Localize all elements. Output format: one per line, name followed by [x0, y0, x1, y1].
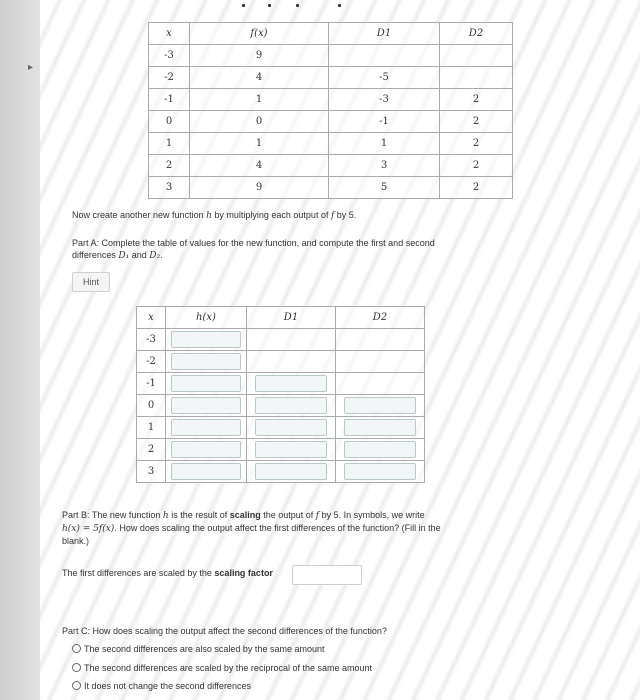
table-row: [137, 439, 425, 461]
table-row: [149, 177, 513, 199]
part-a-and: and: [129, 250, 150, 260]
part-b-mid: is the result of: [168, 510, 230, 520]
table2-header-d1: D1: [247, 307, 336, 329]
given-values-table: [148, 22, 513, 199]
d2-input[interactable]: [344, 397, 416, 414]
table1-header-x: x: [149, 23, 190, 45]
part-a-line2: [72, 249, 435, 262]
table1-header-d2: D2: [440, 23, 513, 45]
table-row: [137, 329, 425, 351]
table1-x: -3: [149, 45, 190, 67]
d2-cell: [336, 373, 425, 395]
table1-d2: 2: [440, 177, 513, 199]
intro-h: h: [206, 211, 212, 221]
expand-arrow-icon: ▸: [28, 62, 34, 73]
table1-d1: -5: [329, 67, 440, 89]
table1-d1: 1: [329, 133, 440, 155]
intro-pre: Now create another new function: [72, 210, 207, 220]
d1-input[interactable]: [255, 463, 327, 480]
d1-input[interactable]: [255, 419, 327, 436]
table1-f: 0: [190, 111, 329, 133]
table1-f: 1: [190, 89, 329, 111]
part-b-line1: [62, 509, 502, 522]
table1-d2: 2: [440, 89, 513, 111]
table1-x: 1: [149, 133, 190, 155]
table1-x: 2: [149, 155, 190, 177]
hx-cell: [166, 461, 247, 483]
radio-icon[interactable]: [72, 663, 81, 672]
d2-cell: [336, 439, 425, 461]
part-a-d2: D₂: [149, 251, 161, 261]
table1-f: 4: [190, 155, 329, 177]
radio-icon[interactable]: [72, 644, 81, 653]
intro-text: [72, 209, 356, 222]
d1-cell: [247, 351, 336, 373]
part-c-option-3[interactable]: [72, 680, 251, 692]
table1-header-d1: D1: [329, 23, 440, 45]
hx-input[interactable]: [171, 375, 241, 392]
table-row: [137, 373, 425, 395]
table2-x: -2: [137, 351, 166, 373]
hx-cell: [166, 439, 247, 461]
hx-input[interactable]: [171, 441, 241, 458]
scale-line-bold: scaling factor: [214, 568, 273, 578]
table-row: [149, 111, 513, 133]
part-b-equation: h(x) = 5f(x): [62, 524, 115, 534]
option-label: The second differences are also scaled by the same amount: [84, 644, 325, 654]
part-b-scaling: scaling: [229, 510, 261, 520]
table1-d1: 3: [329, 155, 440, 177]
part-b-post: by 5. In symbols, we write: [319, 510, 425, 520]
table-row: [137, 395, 425, 417]
d2-cell: [336, 351, 425, 373]
table-row: [149, 155, 513, 177]
d1-input[interactable]: [255, 441, 327, 458]
scale-line: [62, 567, 273, 579]
hx-input[interactable]: [171, 353, 241, 370]
part-a-end: .: [160, 250, 163, 260]
hx-input[interactable]: [171, 331, 241, 348]
table1-x: -2: [149, 67, 190, 89]
part-c-question: Part C: How does scaling the output affect the second differences of the function?: [62, 626, 387, 636]
part-b-pre: Part B: The new function: [62, 510, 163, 520]
table1-f: 4: [190, 67, 329, 89]
table2-x: 3: [137, 461, 166, 483]
table1-x: -1: [149, 89, 190, 111]
part-a-d1: D₁: [118, 251, 130, 261]
new-function-table: [136, 306, 425, 483]
table2-x: -1: [137, 373, 166, 395]
table1-d1: -1: [329, 111, 440, 133]
table2-header-d2: D2: [336, 307, 425, 329]
table1-f: 1: [190, 133, 329, 155]
hint-button[interactable]: Hint: [72, 272, 110, 292]
left-margin-strip: [0, 0, 40, 700]
hx-input[interactable]: [171, 463, 241, 480]
option-label: The second differences are scaled by the reciprocal of the same amount: [84, 663, 372, 673]
d1-cell: [247, 329, 336, 351]
part-a-pre: differences: [72, 250, 119, 260]
d1-cell: [247, 439, 336, 461]
table2-x: 2: [137, 439, 166, 461]
d2-cell: [336, 329, 425, 351]
table1-d2: 2: [440, 133, 513, 155]
table-row: [149, 133, 513, 155]
hx-cell: [166, 351, 247, 373]
table1-f: 9: [190, 45, 329, 67]
d2-input[interactable]: [344, 419, 416, 436]
option-label: It does not change the second differences: [84, 681, 251, 691]
d2-input[interactable]: [344, 463, 416, 480]
table1-header-fx: f(x): [190, 23, 329, 45]
hx-input[interactable]: [171, 419, 241, 436]
d2-cell: [336, 417, 425, 439]
hx-cell: [166, 329, 247, 351]
radio-icon[interactable]: [72, 681, 81, 690]
table-row: [149, 89, 513, 111]
intro-post: by 5.: [334, 210, 357, 220]
part-b-h: h: [162, 511, 169, 521]
table2-header-hx: h(x): [166, 307, 247, 329]
table1-d2: [440, 45, 513, 67]
part-c-option-1[interactable]: [72, 643, 324, 655]
part-b-mid2: the output of: [260, 510, 316, 520]
hx-input[interactable]: [171, 397, 241, 414]
table1-x: 0: [149, 111, 190, 133]
table1-f: 9: [190, 177, 329, 199]
part-b-line2: [62, 522, 502, 535]
table1-x: 3: [149, 177, 190, 199]
d1-cell: [247, 395, 336, 417]
scaling-factor-input[interactable]: [292, 565, 362, 585]
table1-d1: [329, 45, 440, 67]
part-b-line3: blank.): [62, 536, 90, 546]
table-row: [137, 351, 425, 373]
hx-cell: [166, 373, 247, 395]
d2-input[interactable]: [344, 441, 416, 458]
part-a-text: [72, 237, 435, 262]
table2-header-x: x: [137, 307, 166, 329]
d2-cell: [336, 395, 425, 417]
part-a-line1: Part A: Complete the table of values for the new function, and compute the first and second: [72, 238, 435, 248]
table-row: [137, 417, 425, 439]
d1-input[interactable]: [255, 397, 327, 414]
table1-d2: [440, 67, 513, 89]
part-c-option-2[interactable]: [72, 662, 372, 674]
part-b-text: [62, 509, 502, 547]
table-row: [137, 461, 425, 483]
scale-line-text: The first differences are scaled by the: [62, 568, 215, 578]
d1-cell: [247, 461, 336, 483]
table1-d1: 5: [329, 177, 440, 199]
table1-d1: -3: [329, 89, 440, 111]
table2-x: 1: [137, 417, 166, 439]
d1-cell: [247, 373, 336, 395]
intro-f: f: [330, 211, 335, 221]
intro-mid: by multiplying each output of: [211, 210, 331, 220]
top-decoration: [220, 0, 360, 18]
d2-cell: [336, 461, 425, 483]
table1-d2: 2: [440, 155, 513, 177]
table2-x: 0: [137, 395, 166, 417]
d1-input[interactable]: [255, 375, 327, 392]
d1-cell: [247, 417, 336, 439]
table2-x: -3: [137, 329, 166, 351]
hx-cell: [166, 395, 247, 417]
hx-cell: [166, 417, 247, 439]
part-b-question: . How does scaling the output affect the first differences of the function? (Fill in the: [114, 523, 441, 533]
table1-d2: 2: [440, 111, 513, 133]
part-b-f: f: [315, 511, 320, 521]
table-row: [149, 45, 513, 67]
table-row: [149, 67, 513, 89]
